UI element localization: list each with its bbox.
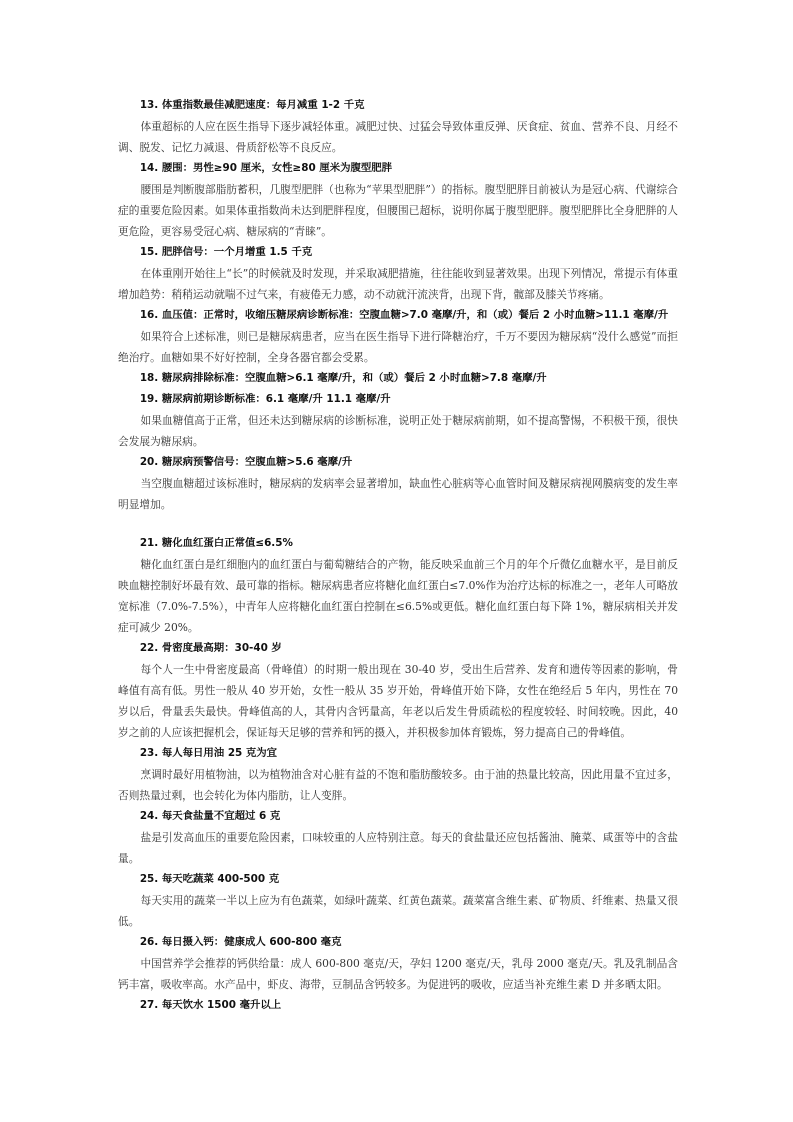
section-body: 腰围是判断腹部脂肪蓄积，几腹型肥胖（也称为“苹果型肥胖”）的指标。腹型肥胖目前被认为是冠心病、代谢综合症的重要危险因素。如果体重指数尚未达到肥胖程度，但腰围已超标，说明你属于腹型肥胖。腹型肥胖比全身肥胖的人更危险，更容易受冠心病、糖尿病的“青睐”。 <box>118 183 678 238</box>
section-heading: 24. 每天食盐量不宜超过 6 克 <box>139 810 281 822</box>
section-heading: 18. 糖尿病排除标准：空腹血糖>6.1 毫摩/升，和（或）餐后 2 小时血糖>7.8 毫摩/升 <box>139 372 547 384</box>
section-body: 如果血糖值高于正常，但还未达到糖尿病的诊断标准，说明正处于糖尿病前期，如不提高警惕，不积极干预，很快会发展为糖尿病。 <box>118 414 678 448</box>
section-heading: 26. 每日摄入钙：健康成人 600-800 毫克 <box>139 936 342 948</box>
section-body: 每天实用的蔬菜一半以上应为有色蔬菜，如绿叶蔬菜、红黄色蔬菜。蔬菜富含维生素、矿物质、纤维素、热量又很低。 <box>118 894 678 928</box>
section-body: 烹调时最好用植物油，以为植物油含对心脏有益的不饱和脂肪酸较多。由于油的热量比较高，因此用量不宜过多，否则热量过剩，也会转化为体内脂肪，让人变胖。 <box>118 768 678 802</box>
section-heading: 22. 骨密度最高期：30-40 岁 <box>139 642 282 654</box>
section-heading: 15. 肥胖信号：一个月增重 1.5 千克 <box>139 246 313 258</box>
section-heading: 23. 每人每日用油 25 克为宜 <box>139 747 278 759</box>
section-body: 盐是引发高血压的重要危险因素，口味较重的人应特别注意。每天的食盐量还应包括酱油、腌菜、咸蛋等中的含盐量。 <box>118 831 678 865</box>
section-heading: 21. 糖化血红蛋白正常值≤6.5% <box>139 537 293 549</box>
section-heading: 14. 腰围：男性≥90 厘米，女性≥80 厘米为腹型肥胖 <box>139 162 393 174</box>
section-heading: 19. 糖尿病前期诊断标准：6.1 毫摩/升 11.1 毫摩/升 <box>139 393 391 405</box>
document-page <box>118 95 678 1016</box>
section-body: 在体重刚开始往上“长”的时候就及时发现，并采取减肥措施，往往能收到显著效果。出现下列情况，常提示有体重增加趋势：稍稍运动就喘不过气来，有疲倦无力感，动不动就汗流浃背，出现下背，髋部及膝关节疼痛。 <box>118 267 678 301</box>
section-body: 当空腹血糖超过该标准时，糖尿病的发病率会显著增加，缺血性心脏病等心血管时间及糖尿病视网膜病变的发生率明显增加。 <box>118 477 678 511</box>
section-body: 每个人一生中骨密度最高（骨峰值）的时期一般出现在 30-40 岁，受出生后营养、发育和遗传等因素的影响，骨峰值有高有低。男性一般从 40 岁开始，女性一般从 35 岁开始，骨峰值开始下降，女性在绝经后 5 年内，男性在 70 岁以后，骨量丢失最快。骨峰值高的人，其骨内含钙量高，年老以后发生骨质疏松的程度较轻、时间较晚。因此，40 岁之前的人应该把握机会，保证每天足够的营养和钙的摄入，并积极参加体育锻炼，努力提高自己的骨峰值。 <box>118 663 678 739</box>
section-heading: 20. 糖尿病预警信号：空腹血糖>5.6 毫摩/升 <box>139 456 353 468</box>
section-heading: 27. 每天饮水 1500 毫升以上 <box>139 999 282 1011</box>
blank-line <box>118 515 678 533</box>
section-body: 如果符合上述标准，则已是糖尿病患者，应当在医生指导下进行降糖治疗，千万不要因为糖尿病“没什么感觉”而拒绝治疗。血糖如果不好好控制，全身各器官都会受累。 <box>118 330 678 364</box>
section-heading: 25. 每天吃蔬菜 400-500 克 <box>139 873 280 885</box>
section-body: 糖化血红蛋白是红细胞内的血红蛋白与葡萄糖结合的产物，能反映采血前三个月的年个斤微亿血糖水平，是目前反映血糖控制好坏最有效、最可靠的指标。糖尿病患者应将糖化血红蛋白≤7.0%作为治疗达标的标准之一，老年人可略放宽标准（7.0%-7.5%），中青年人应将糖化血红蛋白控制在≤6.5%或更低。糖化血红蛋白每下降 1%，糖尿病相关并发症可减少 20%。 <box>118 558 678 634</box>
section-body: 中国营养学会推荐的钙供给量：成人 600-800 毫克/天，孕妇 1200 毫克/天，乳母 2000 毫克/天。乳及乳制品含钙丰富，吸收率高。水产品中，虾皮、海带，豆制品含钙较多。为促进钙的吸收，应适当补充维生素 D 并多晒太阳。 <box>118 957 678 991</box>
section-heading: 13. 体重指数最佳减肥速度：每月减重 1-2 千克 <box>139 99 365 111</box>
section-body: 体重超标的人应在医生指导下逐步减轻体重。减肥过快、过猛会导致体重反弹、厌食症、贫血、营养不良、月经不调、脱发、记忆力减退、骨质舒松等不良反应。 <box>118 120 678 154</box>
section-heading: 16. 血压值：正常时，收缩压糖尿病诊断标准：空腹血糖>7.0 毫摩/升，和（或）餐后 2 小时血糖>11.1 毫摩/升 <box>139 309 669 321</box>
